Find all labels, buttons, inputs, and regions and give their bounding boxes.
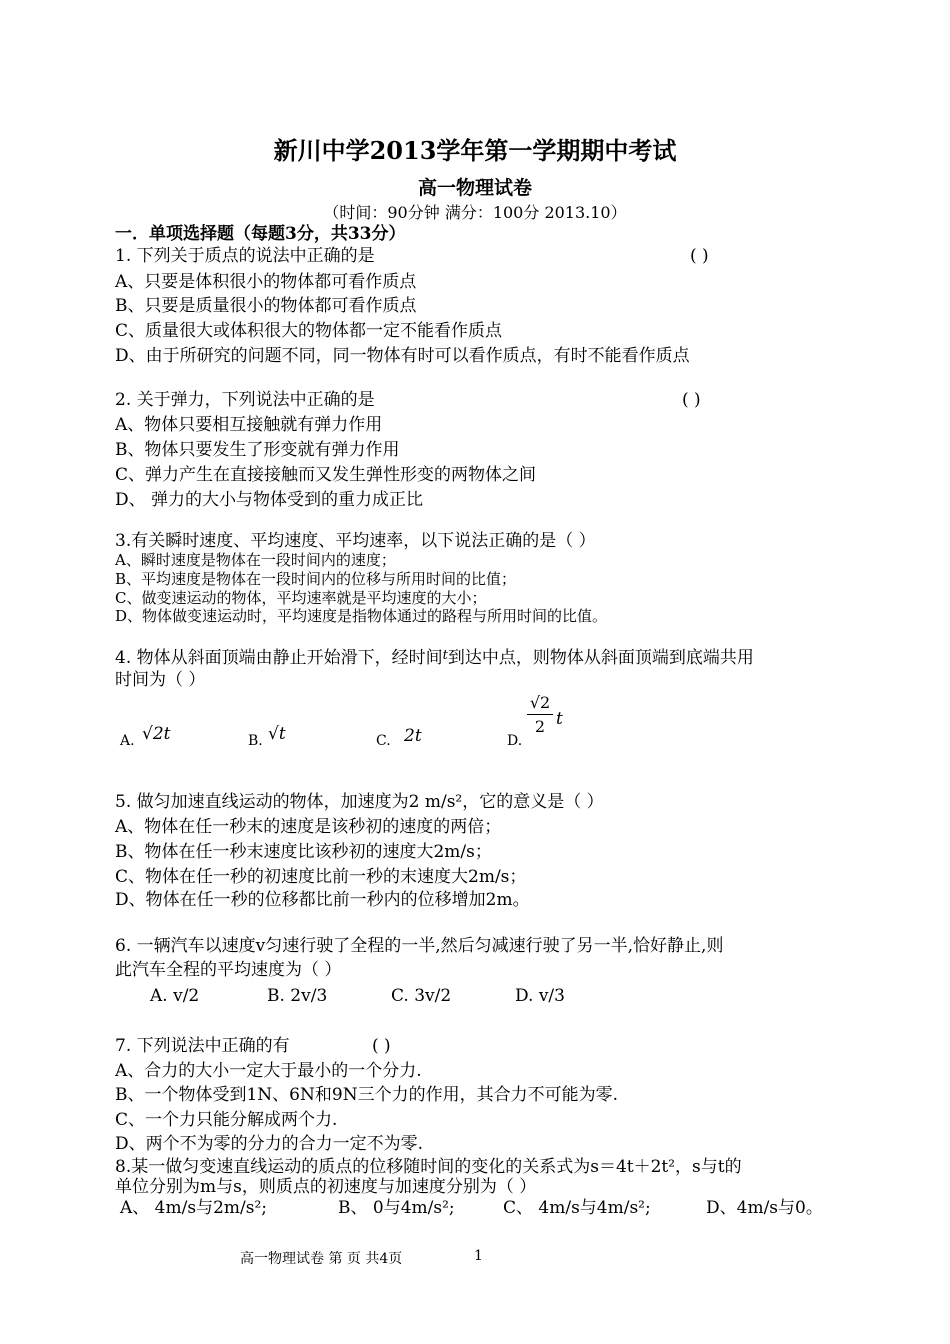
q4-option-d-numerator: √2 bbox=[529, 693, 551, 712]
q4-option-a-expr: √2t bbox=[142, 724, 171, 744]
q6-option-d: D. v/3 bbox=[515, 986, 565, 1006]
q4-time-var: t bbox=[442, 648, 448, 663]
q3-option-a: A、瞬时速度是物体在一段时间内的速度； bbox=[115, 551, 396, 569]
q6-stem-line2: 此汽车全程的平均速度为（ ） bbox=[115, 960, 342, 980]
q5-option-d: D、物体在任一秒的位移都比前一秒内的位移增加2m。 bbox=[115, 890, 530, 910]
q5-option-a: A、物体在任一秒末的速度是该秒初的速度的两倍； bbox=[115, 817, 502, 837]
q8-option-a: A、 4m/s与2m/s²; bbox=[120, 1198, 267, 1218]
q4-option-d-label: D. bbox=[507, 733, 523, 749]
q8-option-b: B、 0与4m/s²; bbox=[338, 1198, 455, 1218]
q6-option-c: C. 3v/2 bbox=[391, 986, 452, 1006]
q4-stem-line2: 时间为（ ） bbox=[115, 670, 206, 690]
q1-option-a: A、只要是体积很小的物体都可看作质点 bbox=[115, 272, 417, 292]
q6-option-b: B. 2v/3 bbox=[267, 986, 328, 1006]
q4-stem-part2: 到达中点，则物体从斜面顶端到底端共用 bbox=[447, 648, 754, 668]
page-number: 1 bbox=[474, 1248, 483, 1264]
fraction-bar bbox=[527, 714, 553, 715]
q4-option-a-label: A. bbox=[120, 733, 135, 749]
q1-answer-paren: ( ) bbox=[690, 246, 709, 266]
q3-option-d: D、物体做变速运动时，平均速度是指物体通过的路程与所用时间的比值。 bbox=[115, 607, 608, 625]
q5-option-c: C、物体在任一秒的初速度比前一秒的末速度大2m/s； bbox=[115, 867, 527, 887]
q4-stem-line1 bbox=[115, 646, 754, 668]
q4-option-d-denominator: 2 bbox=[534, 717, 546, 736]
q8-stem-line2: 单位分别为m与s，则质点的初速度与加速度分别为（ ） bbox=[115, 1177, 537, 1197]
q2-option-d: D、 弹力的大小与物体受到的重力成正比 bbox=[115, 490, 424, 510]
q4-option-b-expr: √t bbox=[268, 724, 286, 744]
q4-option-d-var: t bbox=[556, 709, 563, 729]
q1-option-c: C、质量很大或体积很大的物体都一定不能看作质点 bbox=[115, 321, 503, 341]
q8-option-c: C、 4m/s与4m/s²; bbox=[503, 1198, 651, 1218]
q2-option-b: B、物体只要发生了形变就有弹力作用 bbox=[115, 440, 400, 460]
q3-option-b: B、平均速度是物体在一段时间内的位移与所用时间的比值； bbox=[115, 570, 517, 588]
q8-stem-line1: 8.某一做匀变速直线运动的质点的位移随时间的变化的关系式为s＝4t＋2t²，s与t的 bbox=[115, 1157, 742, 1177]
q5-option-b: B、物体在任一秒末速度比该秒初的速度大2m/s； bbox=[115, 842, 492, 862]
q2-option-a: A、物体只要相互接触就有弹力作用 bbox=[115, 415, 383, 435]
q7-option-b: B、一个物体受到1N、6N和9N三个力的作用，其合力不可能为零. bbox=[115, 1085, 618, 1105]
q3-stem: 3.有关瞬时速度、平均速度、平均速率，以下说法正确的是（ ） bbox=[115, 531, 596, 551]
q1-stem: 1. 下列关于质点的说法中正确的是 bbox=[115, 246, 375, 266]
page-footer: 高一物理试卷 第 页 共4页 bbox=[240, 1251, 403, 1267]
q4-stem-part1: 4. 物体从斜面顶端由静止开始滑下，经时间 bbox=[115, 648, 443, 668]
q6-option-a: A. v/2 bbox=[150, 986, 200, 1006]
q8-option-d: D、4m/s与0。 bbox=[706, 1198, 823, 1218]
exam-subtitle: 高一物理试卷 bbox=[417, 177, 532, 199]
q4-option-b-label: B. bbox=[248, 733, 263, 749]
section-heading: 一．单项选择题（每题3分，共33分） bbox=[115, 224, 406, 244]
q4-option-c-label: C. bbox=[376, 733, 391, 749]
q7-option-d: D、两个不为零的分力的合力一定不为零. bbox=[115, 1134, 424, 1154]
exam-meta: （时间：90分钟 满分：100分 2013.10） bbox=[323, 203, 627, 222]
exam-title: 新川中学2013学年第一学期期中考试 bbox=[273, 136, 677, 165]
q4-option-d-fraction bbox=[527, 693, 553, 736]
q4-option-c-expr: 2t bbox=[404, 726, 422, 746]
q1-option-d: D、由于所研究的问题不同，同一物体有时可以看作质点，有时不能看作质点 bbox=[115, 346, 690, 366]
q3-option-c: C、做变速运动的物体，平均速率就是平均速度的大小； bbox=[115, 589, 487, 607]
q2-answer-paren: ( ) bbox=[682, 390, 701, 410]
q2-option-c: C、弹力产生在直接接触而又发生弹性形变的两物体之间 bbox=[115, 465, 537, 485]
q6-stem-line1: 6. 一辆汽车以速度v匀速行驶了全程的一半,然后匀减速行驶了另一半,恰好静止,则 bbox=[115, 936, 724, 956]
q7-stem: 7. 下列说法中正确的有 bbox=[115, 1036, 290, 1056]
q2-stem: 2. 关于弹力，下列说法中正确的是 bbox=[115, 390, 375, 410]
q7-answer-paren: ( ) bbox=[372, 1036, 391, 1056]
q7-option-a: A、合力的大小一定大于最小的一个分力. bbox=[115, 1061, 422, 1081]
q7-option-c: C、一个力只能分解成两个力. bbox=[115, 1110, 338, 1130]
q1-option-b: B、只要是质量很小的物体都可看作质点 bbox=[115, 296, 417, 316]
q5-stem: 5. 做匀加速直线运动的物体，加速度为2 m/s²，它的意义是（ ） bbox=[115, 792, 604, 812]
